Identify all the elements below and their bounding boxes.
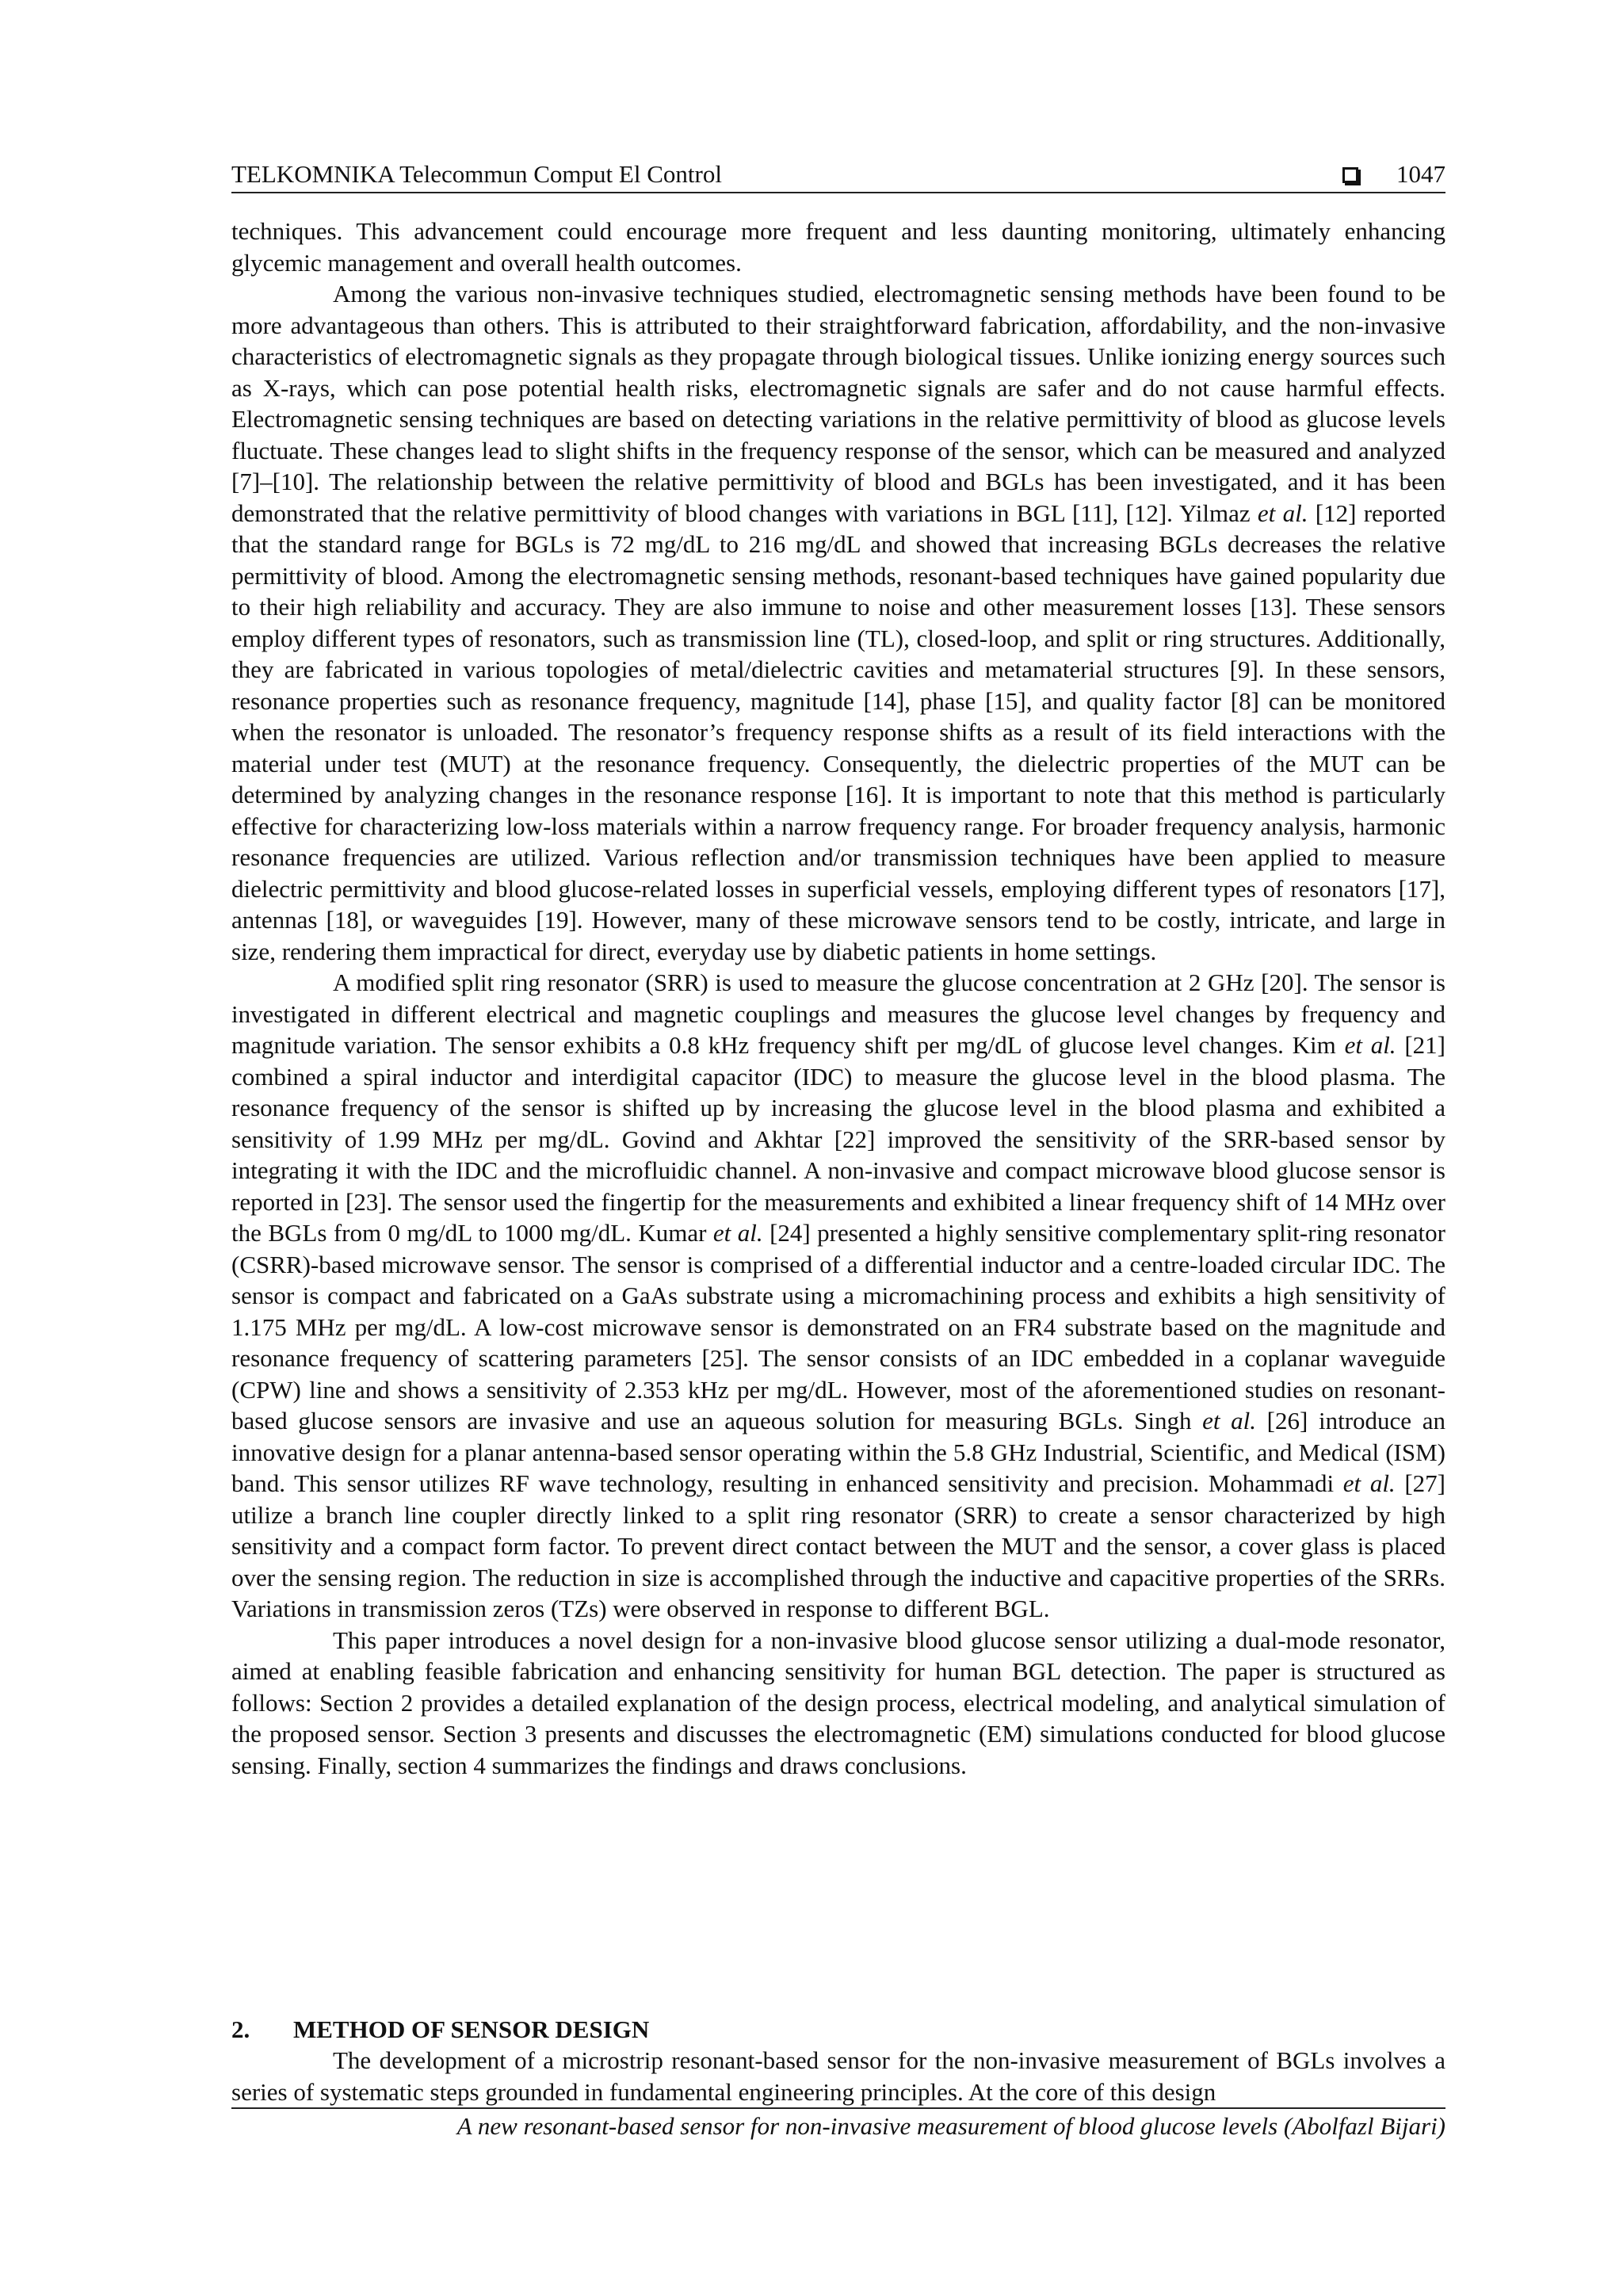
paragraph-text: [27] utilize a branch line coupler directly linked to a split ring resonator (SRR) to create a sensor characterized by high sensitivity and a compact form factor. To prevent direct contact between the MUT and the sensor, a cover glass is placed over the sensing region. The reduction in size is accomplished through the inductive and capacitive properties of the SRRs. Variations in transmission zeros (TZs) were observed in response to different BGL. — [231, 1469, 1445, 1622]
paragraph-text: techniques. This advancement could encourage more frequent and less daunting monitoring, ultimately enhancing glycemic management and overall health outcomes. — [231, 217, 1445, 277]
header-right — [1342, 159, 1445, 190]
paragraph-text: [12] reported that the standard range for BGLs is 72 mg/dL to 216 mg/dL and showed that increasing BGLs decreases the relative permittivity of blood. Among the electromagnetic sensing methods, resonant-based techniques have gained popularity due to their high reliability and accuracy. They are also immune to noise and other measurement losses [13]. These sensors employ different types of resonators, such as transmission line (TL), closed-loop, and split or ring structures. Additionally, they are fabricated in various topologies of metal/dielectric cavities and metamaterial structures [9]. In these sensors, resonance properties such as resonance frequency, magnitude [14], phase [15], and quality factor [8] can be monitored when the resonator is unloaded. The resonator’s frequency response shifts as a result of its field interactions with the material under test (MUT) at the resonance frequency. Consequently, the dielectric properties of the MUT can be determined by analyzing changes in the resonance response [16]. It is important to note that this method is particularly effective for characterizing low-loss materials within a narrow frequency range. For broader frequency analysis, harmonic resonance frequencies are utilized. Various reflection and/or transmission techniques have been applied to measure dielectric permittivity and blood glucose-related losses in superficial vessels, employing different types of resonators [17], antennas [18], or waveguides [19]. However, many of these microwave sensors tend to be costly, intricate, and large in size, rendering them impractical for direct, everyday use by diabetic patients in home settings. — [231, 499, 1445, 965]
section-title: METHOD OF SENSOR DESIGN — [293, 2015, 650, 2043]
italic-text: et al. — [1344, 1031, 1396, 1059]
section-number: 2. — [231, 2015, 250, 2043]
section-heading — [231, 2014, 649, 2046]
section-paragraph: The development of a microstrip resonant-based sensor for the non-invasive measurement of BGLs involves a series of systematic steps grounded in fundamental engineering principles. At the core of this design — [231, 2046, 1445, 2106]
italic-text: et al. — [1342, 1469, 1396, 1497]
paragraph-text: Among the various non-invasive techniques studied, electromagnetic sensing methods have been found to be more advantageous than others. This is attributed to their straightforward fabrication, affordability, and the non-invasive characteristics of electromagnetic signals as they propagate through biological tissues. Unlike ionizing energy sources such as X-rays, which can pose potential health risks, electromagnetic signals are safer and do not cause harmful effects. Electromagnetic sensing techniques are based on detecting variations in the relative permittivity of blood as glucose levels fluctuate. These changes lead to slight shifts in the frequency response of the sensor, which can be measured and analyzed [7]–[10]. The relationship between the relative permittivity of blood and BGLs has been investigated, and it has been demonstrated that the relative permittivity of blood changes with variations in BGL [11], [12]. Yilmaz — [231, 280, 1445, 527]
paragraph-text: [21] combined a spiral inductor and interdigital capacitor (IDC) to measure the glucose level in the blood plasma. The resonance frequency of the sensor is shifted up by increasing the glucose level in the blood plasma and exhibited a sensitivity of 1.99 MHz per mg/dL. Govind and Akhtar [22] improved the sensitivity of the SRR-based sensor by integrating it with the IDC and the microfluidic channel. A non-invasive and compact microwave blood glucose sensor is reported in [23]. The sensor used the fingertip for the measurements and exhibited a linear frequency shift of 14 MHz over the BGLs from 0 mg/dL to 1000 mg/dL. Kumar — [231, 1031, 1445, 1247]
page-number: 1047 — [1396, 160, 1445, 188]
paragraph — [231, 216, 1445, 278]
page-footer — [231, 2107, 1445, 2142]
journal-title: TELKOMNIKA Telecommun Comput El Control — [231, 160, 722, 188]
paragraph — [231, 278, 1445, 967]
running-title: A new resonant-based sensor for non-invasive measurement of blood glucose levels (Abolfazl Bijari) — [456, 2112, 1445, 2140]
paragraph-text: [24] presented a highly sensitive complementary split-ring resonator (CSRR)-based microwave sensor. The sensor is comprised of a differential inductor and a centre-loaded circular IDC. The sensor is compact and fabricated on a GaAs substrate using a micromachining process and exhibits a high sensitivity of 1.175 MHz per mg/dL. A low-cost microwave sensor is demonstrated on an FR4 substrate based on the magnitude and resonance frequency of scattering parameters [25]. The sensor consists of an IDC embedded in a coplanar waveguide (CPW) line and shows a sensitivity of 2.353 kHz per mg/dL. However, most of the aforementioned studies on resonant-based glucose sensors are invasive and use an aqueous solution for measuring BGLs. Singh — [231, 1219, 1445, 1435]
paragraph-text: A modified split ring resonator (SRR) is used to measure the glucose concentration at 2 GHz [20]. The sensor is investigated in different electrical and magnetic couplings and measures the glucose level changes by frequency and magnitude variation. The sensor exhibits a 0.8 kHz frequency shift per mg/dL of glucose level changes. Kim — [231, 968, 1445, 1059]
italic-text: et al. — [712, 1219, 763, 1247]
italic-text: et al. — [1257, 499, 1308, 527]
body-text — [231, 216, 1445, 1781]
paragraph-text: This paper introduces a novel design for a non-invasive blood glucose sensor utilizing a dual-mode resonator, aimed at enabling feasible fabrication and enhancing sensitivity for human BGL detection. The paper is structured as follows: Section 2 provides a detailed explanation of the design process, electrical modeling, and analytical simulation of the proposed sensor. Section 3 presents and discusses the electromagnetic (EM) simulations conducted for blood glucose sensing. Finally, section 4 summarizes the findings and draws conclusions. — [231, 1626, 1445, 1779]
paragraph — [231, 1625, 1445, 1782]
paragraph-text: [26] introduce an innovative design for a planar antenna-based sensor operating within the 5.8 GHz Industrial, Scientific, and Medical (ISM) band. This sensor utilizes RF wave technology, resulting in enhanced sensitivity and precision. Mohammadi — [231, 1407, 1445, 1497]
checkbox-icon — [1342, 167, 1358, 183]
page-header — [231, 155, 1445, 193]
italic-text: et al. — [1202, 1407, 1257, 1435]
paragraph — [231, 967, 1445, 1625]
section-body — [231, 2045, 1445, 2107]
